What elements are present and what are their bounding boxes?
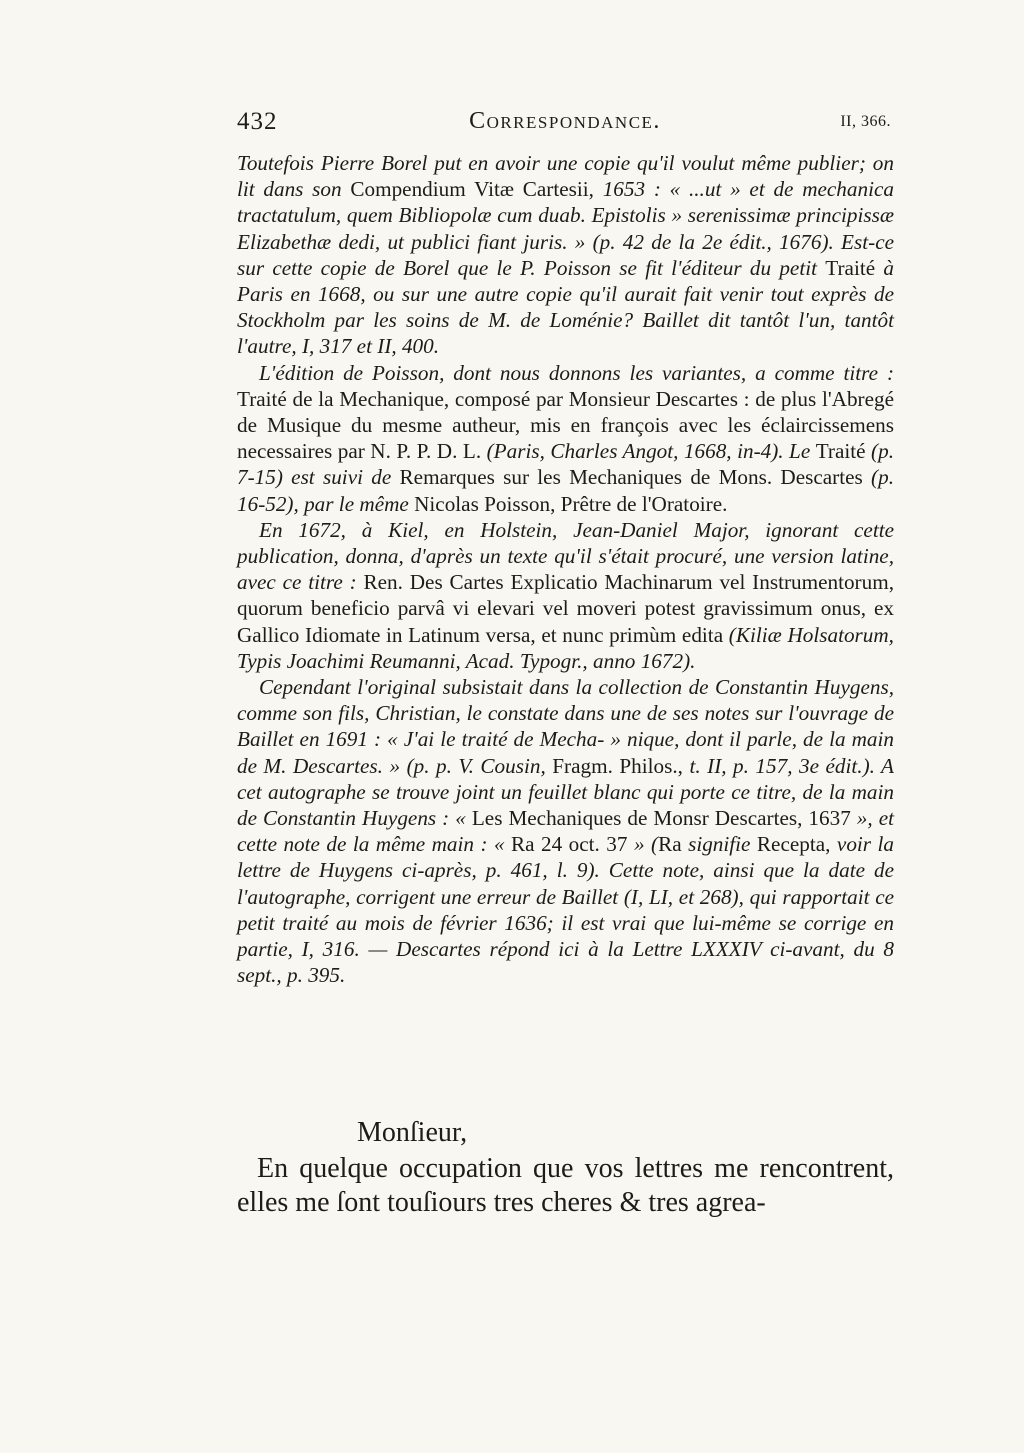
note-paragraph [237,360,894,517]
text-run: 1653 : « ...ut » et de mechanica tractatulum, quem Bibliopolæ cum duab. Epistolis » serenissimæ principissæ Elizabethæ dedi, ut publici fiant juris. » (p. 42 de la 2e édit., 1676). Est-ce sur cette copie de Borel que le P. Poisson se fit l'éditeur du petit [237,177,894,280]
note-paragraph [237,517,894,674]
letter-salutation: Monſieur, [357,1117,468,1148]
running-title: Correspondance. [469,108,661,134]
text-run: voir la lettre de Huygens ci-après, p. 461, l. 9). Cette note, ainsi que la date de l'autographe, corrigent une erreur de Baillet (I, LI, et 268), qui rapportait ce petit traité au mois de février 1636; il est vrai que lui-même se corrige en partie, I, 316. — Descartes répond ici à la Lettre LXXXIV ci-avant, du 8 sept., p. 395. [237,832,894,988]
text-run: », et cette note de la même main : « [237,806,894,857]
text-run: Toutefois Pierre Borel put en avoir une copie qu'il voulut même publier; on lit dans son [237,151,894,202]
text-run: Remarques sur les Mechaniques de Mons. Descartes [399,465,863,490]
text-run: Traité de la Mechanique, composé par Monsieur Descartes : de plus l'Abregé de Musique du mesme autheur, mis en françois avec les éclaircissemens necessaires par N. P. P. D. L. [237,386,894,464]
letter-opening: En quelque occupation que vos lettres me rencontrent, elles me ſont touſiours tres cheres & tres agrea- [237,1153,894,1218]
text-run: Traité [825,255,876,280]
text-run: L'édition de Poisson, dont nous donnons les variantes, a comme titre : [259,360,894,385]
text-run: Compendium Vitæ Cartesii, [350,177,594,202]
running-header [237,104,893,140]
text-run: Ra 24 oct. 37 [511,832,628,857]
text-run: Fragm. Philos., [552,753,683,778]
text-run: Ren. Des Cartes Explicatio Machinarum vel Instrumentorum, quorum beneficio parvâ vi elevari vel moveri potest gravissimum onus, ex Gallico Idiomate in Latinum versa, et nunc primùm edita [237,570,894,647]
letter-text [237,1114,894,1220]
text-run: En 1672, à Kiel, en Holstein, Jean-Daniel Major, ignorant cette publication, donna, d'après un texte qu'il s'était procuré, une version latine, avec ce titre : [237,517,894,595]
text-run: Nicolas Poisson, Prêtre de l'Oratoire. [414,491,728,516]
editorial-notes [237,150,894,989]
text-run: (Kiliæ Holsatorum, Typis Joachimi Reumanni, Acad. Typogr., anno 1672). [237,622,894,673]
note-paragraph [237,674,894,988]
text-run: » ( [627,832,659,857]
text-run: Recepta, [756,832,831,857]
text-run: à Paris en 1668, ou sur une autre copie qu'il aurait fait venir tout exprès de Stockholm par les soins de M. de Loménie? Baillet dit tantôt l'un, tantôt l'autre, I, 317 et II, 400. [237,255,895,359]
note-paragraph [237,150,894,360]
text-run: Ra [658,832,682,857]
text-run: (p. 16-52), par le même [237,465,894,516]
text-run: (Paris, Charles Angot, 1668, in-4). Le [481,439,816,464]
text-run: Cependant l'original subsistait dans la collection de Constantin Huygens, comme son fils, Christian, le constate dans une de ses notes sur l'ouvrage de Baillet en 1691 : « J'ai le traité de Mecha- » nique, dont il parle, de la main de M. Descartes. » (p. p. V. Cousin, [237,675,894,778]
text-run: (p. 7-15) est suivi de [237,439,894,490]
page-number: 432 [237,108,278,135]
text-run: signifie [681,832,757,857]
text-run: Les Mechaniques de Monsr Descartes, 1637 [471,806,851,831]
volume-reference: II, 366. [840,113,891,130]
text-run: t. II, p. 157, 3e édit.). A cet autographe se trouve joint un feuillet blanc qui porte ce titre, de la main de Constantin Huygens : « [237,753,894,831]
text-run: Traité [815,439,866,464]
